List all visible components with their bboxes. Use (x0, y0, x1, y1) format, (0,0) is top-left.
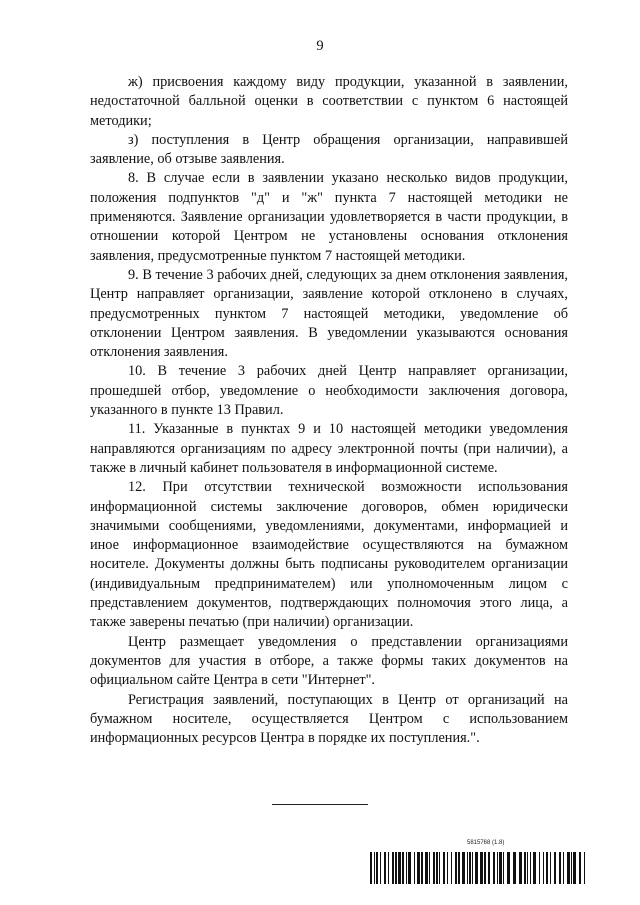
document-code: 5815768 (1.8) (467, 840, 505, 846)
footnote-separator (272, 804, 368, 805)
paragraph-item-9: 9. В течение 3 рабочих дней, следующих за днем отклонения заявления, Центр направляет организации, заявление которой отклонено в случаях, предусмотренных пунктом 7 настоящей методики, уведомление об отклонении Центром заявления. В уведомлении указываются основания отклонения заявления. (90, 266, 568, 361)
barcode-icon (370, 852, 586, 884)
paragraph-center-notices: Центр размещает уведомления о представлении организациями документов для участия в отборе, а также формы таких документов на официальном сайте Центра в сети "Интернет". (90, 633, 568, 689)
paragraph-item-8: 8. В случае если в заявлении указано несколько видов продукции, положения подпунктов "д" и "ж" пункта 7 настоящей методики не применяются. Заявление организации удовлетворяется в части продукции, в отношении которой Центром не установлены основания отклонения заявления, предусмотренные пунктом 7 настоящей методики. (90, 170, 568, 264)
document-body (90, 73, 568, 748)
paragraph-item-12: 12. При отсутствии технической возможности использования информационной системы заключение договоров, обмен юридически значимыми сообщениями, уведомлениями, документами, информацией и иное информационное взаимодействие осуществляются на бумажном носителе. Документы должны быть подписаны руководителем организации (индивидуальным предпринимателем) или уполномоченным лицом с представлением документов, подтверждающих полномочия этого лица, а также заверены печатью (при наличии) организации. (90, 479, 568, 631)
paragraph-item-10: 10. В течение 3 рабочих дней Центр направляет организации, прошедшей отбор, уведомление о необходимости заключения договора, указанного в пункте 13 Правил. (90, 363, 568, 419)
page-number: 9 (316, 38, 324, 54)
paragraph-item-11: 11. Указанные в пунктах 9 и 10 настоящей методики уведомления направляются организациям по адресу электронной почты (при наличии), а также в личный кабинет пользователя в информационной системе. (90, 421, 568, 476)
paragraph-registration: Регистрация заявлений, поступающих в Центр от организаций на бумажном носителе, осуществляется Центром с использованием информационных ресурсов Центра в порядке их поступления.". (90, 691, 568, 747)
paragraph-subitem-z: з) поступления в Центр обращения организации, направившей заявление, об отзыве заявления. (90, 131, 568, 168)
paragraph-subitem-zh: ж) присвоения каждому виду продукции, указанной в заявлении, недостаточной балльной оценки в соответствии с пунктом 6 настоящей методики; (90, 74, 568, 129)
